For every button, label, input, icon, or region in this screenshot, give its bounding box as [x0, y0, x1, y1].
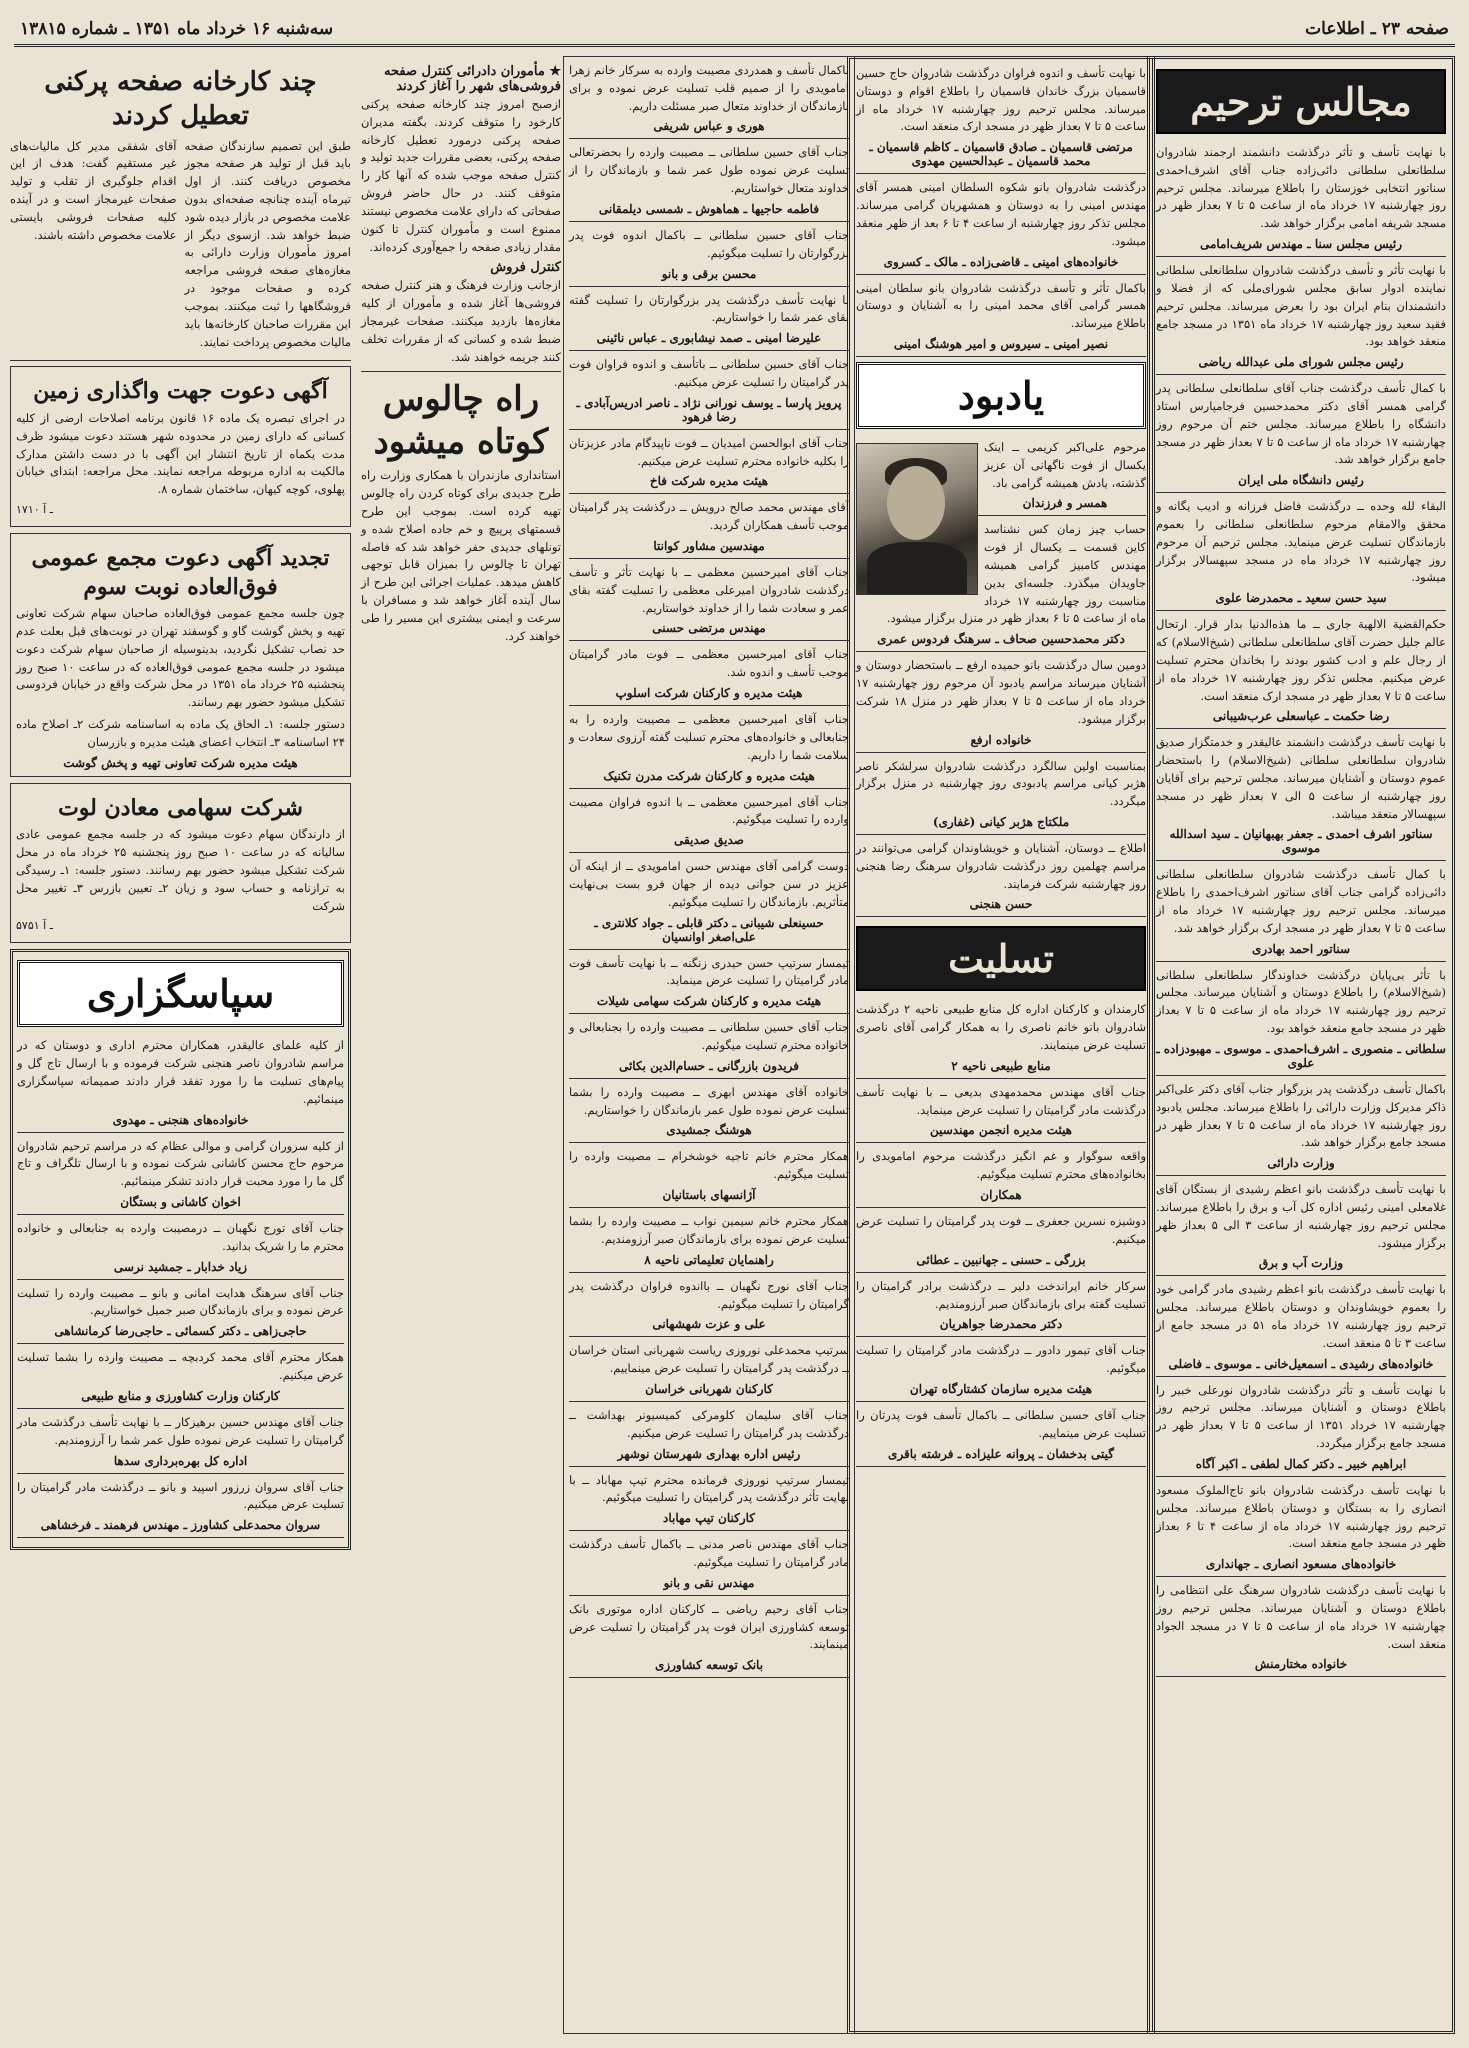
notice-text: با نهایت تأسف درگذشت بانو اعظم رشیدی مادر گرامی خود را بعموم خویشاوندان و دوستان باطلاع میرساند. مجلس ترحیم روز چهارشنبه ۱۷ خرداد ماه ۵۱ در مسجد جامع از ساعت ۳ تا ۵ منعقد است. [1156, 1282, 1446, 1350]
notice-signature: هیئت مدیره سازمان کشتارگاه تهران [909, 1381, 1093, 1396]
notice-signature: همسر و فرزندان [1022, 496, 1108, 511]
article-paragraph: طبق این تصمیم سازندگان صفحه باید قبل از تولید هر صفحه مجوز مخصوص دریافت کنند. از اول تیرماه آینده چنانچه صفحه‌ای بدون علامت مخصوص در بازار دیده شود ضبط خواهد شد. ازسوی دیگر از امروز مأموران وزارت دارائی به مغازه‌های صفحه فروشی مراجعه کرده و صفحات موجود در فروشگاهها را ثبت میکنند. بموجب این مقررات صاحبان کارخانه‌ها باید مالیات مخصوص پرداخت نمایند. [184, 138, 351, 349]
notice-signature: مهندسین مشاور کوانتا [653, 539, 765, 553]
mines-ad [10, 783, 351, 944]
notice-text: جناب آقای حسین سلطانی ــ باتأسف و اندوه فراوان فوت پدر گرامیتان را تسلیت عرض میکنیم. [569, 357, 849, 389]
notice-text: جناب آقای ابوالحسن امیدیان ــ فوت ناپیدگام مادر عزیزتان را بکلیه خانواده محترم تسلیت عرض میکنیم. [569, 435, 849, 468]
notice-signature: خانواده مختارمنش [1254, 1657, 1348, 1672]
notice-item [17, 1138, 344, 1215]
notice-item [1156, 1281, 1446, 1376]
notice-signature: کارکنان وزارت کشاورزی و منابع طبیعی [81, 1388, 280, 1403]
notice-text: آقای مهندس محمد صالح درویش ــ درگذشت پدر گرامیتان موجب تأسف همکاران گردید. [569, 500, 849, 533]
notice-text: جناب آقای تورج نگهبان ــ درمصیبت وارده به جنابعالی و خانواده محترم ما را شریک بدانید. [17, 1221, 344, 1253]
news-subheading: کنترل فروش [490, 260, 561, 276]
notice-text: جناب آقای مهندس حسین برهیزکار ــ با نهایت تأسف درگذشت مادر گرامیتان را تسلیت عرض نموده طول عمر شما را آرزومندیم. [17, 1414, 344, 1447]
newspaper-page [10, 14, 1455, 2034]
notice-text: درگذشت شادروان بانو شکوه السلطان امینی همسر آقای مهندس امینی را به دوستان و همشهریان گرامی میرساند. مجلس تذکر روز چهارشنبه از ساعت ۴ تا ۶ بعد از ظهر منعقد میشود. [856, 180, 1146, 248]
notice-item [856, 1084, 1146, 1144]
notice-text: جناب آقای حسین سلطانی ــ باکمال اندوه فوت پدر بزرگوارتان را تسلیت میگوئیم. [569, 227, 849, 260]
notice-signature: دکتر محمدحسین صحاف ـ سرهنگ فردوس عمری [877, 632, 1125, 647]
notice-text: سرتیپ محمدعلی نوروزی ریاست شهربانی استان خراسان ــ درگذشت پدر گرامیتان را تسلیت عرض مینماییم. [569, 1343, 849, 1376]
notice-signature: زیاد خدابار ـ جمشید نرسی [113, 1259, 248, 1274]
notice-signature: هوری و عباس شریفی [653, 119, 765, 134]
notice-text: تیمسار سرتیپ نوروزی فرمانده محترم تیپ مهاباد ــ با نهایت تأثر درگذشت پدر گرامیتان را تسلیت میگوئیم. [569, 1472, 849, 1505]
notice-item [1156, 866, 1446, 961]
notice-item [569, 435, 849, 495]
notice-item [1156, 616, 1446, 729]
condolence-banner: تسلیت [856, 926, 1146, 991]
notice-item [569, 564, 849, 641]
notice-signature: رئیس دانشگاه ملی ایران [1238, 473, 1364, 488]
notice-text: باکمال تأثر و تأسف درگذشت شادروان بانو سلطان امینی همسر گرامی آقای محمد امینی را به آشنایان و دوستان باطلاع میرساند. [856, 280, 1146, 331]
notice-item [1156, 262, 1446, 375]
portrait-photo [856, 443, 978, 595]
land-ad-title: آگهی دعوت جهت واگذاری زمین [33, 378, 328, 405]
notice-item [856, 280, 1146, 357]
notice-signature: خانواده‌های مسعود انصاری ـ جهانداری [1205, 1557, 1397, 1572]
notice-text: با نهایت تأسف درگذشت پدر بزرگوارتان را تسلیت گفته بقای عمر شما را خواستاریم. [569, 292, 849, 325]
notice-text: جناب آقای تیمور دادور ــ درگذشت مادر گرامیتان را تسلیت میگوئیم. [856, 1343, 1146, 1376]
notice-text: سرکار خانم ایراندخت دلیر ــ درگذشت برادر گرامیتان را تسلیت گفته برای بازماندگان صبر آرزومندیم. [856, 1278, 1146, 1311]
notice-item [1156, 380, 1446, 493]
notice-item [569, 858, 849, 949]
notice-item [856, 657, 1146, 752]
notice-signature: صدیق صدیقی [674, 833, 744, 848]
thanks-banner: سپاسگزاری [17, 960, 344, 1027]
notice-signature: سلطانی ـ منصوری ـ اشرف‌احمدی ـ موسوی ـ مهبودزاده ـ علوی [1156, 1041, 1446, 1070]
notice-text: از کلیه سروران گرامی و موالی عظام که در مراسم ترحیم شادروان مرحوم حاج محسن کاشانی شرکت نموده و با ارسال تلگراف و تاج گل ما را مورد محبت قرار دادند تشکر مینمائیم. [17, 1138, 344, 1189]
notice-signature: رضا حکمت ـ عباسعلی عرب‌شیبانی [1212, 709, 1390, 724]
notice-signature: مهندس مرتضی حسنی [652, 621, 766, 636]
notice-text: حکم‌القضیة الالهیة جاری ــ ما هذه‌الدنیا بدار قرار. ارتحال عالم جلیل حضرت آقای سلطانعلی سلطانی (شیخ‌الاسلام) که از رجال علم و ادب کشور بودند را بخاندان محترم تسلیت عرض میکنیم. مجلس تذکر روز چهارشنبه ۱۷ خرداد ماه از ساعت ۵ تا ۷ بعداز ظهر در مسجد ارک منعقد است. [1156, 617, 1446, 703]
notice-signature: هیئت مدیره شرکت فاخ [649, 474, 769, 489]
notice-text: جناب آقای امیرحسین معظمی ــ مصیبت وارده را به جنابعالی و خانواده‌های محترم تسلیت گفته آرزوی سعادت و سلامت شما را داریم. [569, 712, 849, 762]
notice-signature: سناتور اشرف احمدی ـ جعفر بهبهانیان ـ سید اسدالله موسوی [1169, 827, 1433, 856]
notice-signature: پرویز پارسا ـ یوسف نورانی نژاد ـ ناصر ادریس‌آبادی ـ رضا فرهود [576, 395, 842, 424]
notice-item [17, 1220, 344, 1280]
notice-item [17, 1285, 344, 1345]
notice-text: با کمال تأسف درگذشت شادروان سلطانعلی سلطانی دائی‌زاده گرامی جناب آقای سناتور اشرف‌احمدی را باطلاع میرساند. مجلس ترحیم روز چهارشنبه ۱۷ خرداد ماه از ساعت ۵ تا ۷ بعداز ظهر در مسجد ارک برگزار خواهد شد. [1156, 867, 1446, 935]
notice-item [856, 1278, 1146, 1338]
notice-text: همکار محترم خانم سیمین نواب ــ مصیبت وارده را بشما تسلیت عرض نموده برای بازماندگان صبر آرزومندیم. [569, 1214, 849, 1246]
notice-text: جناب آقای مهندس محمدمهدی بدیعی ــ با نهایت تأسف درگذشت مادر گرامیتان را تسلیت عرض مینماید. [856, 1084, 1146, 1117]
notice-text: اطلاع ــ دوستان، آشنایان و خویشاوندان گرامی می‌توانند در مراسم چهلمین روز درگذشت شادروان سرهنگ رضا هنجنی روز چهارشنبه شرکت فرمایند. [856, 840, 1146, 891]
notice-item [569, 1601, 849, 1678]
notice-signature: کارکنان شهربانی خراسان [645, 1381, 773, 1396]
notice-signature: کارکنان تیپ مهاباد [662, 1511, 756, 1526]
news-column [357, 56, 565, 2034]
notice-text: با تأثر بی‌پایان درگذشت خداوندگار سلطانعلی سلطانی (شیخ‌الاسلام) را باطلاع دوستان و آشنایان میرساند. مجلس ترحیم روز چهارشنبه ۱۷ خرداد ماه از ساعت ۵ تا ۷ بعداز ظهر در مسجد جامع منعقد خواهد بود. [1156, 967, 1446, 1036]
notice-item [1156, 1582, 1446, 1677]
notice-signature: ابراهیم خبیر ـ دکتر کمال لطفی ـ اکبر آگاه [1195, 1456, 1407, 1471]
notice-item [569, 292, 849, 352]
notice-item [569, 955, 849, 1015]
notice-text: همکار محترم خانم تاجیه خوشخرام ــ مصیبت وارده را تسلیت میگوئیم. [569, 1149, 849, 1182]
notice-item [569, 794, 849, 854]
notice-item [569, 227, 849, 287]
notice-text: با نهایت تأسف و تأثر درگذشت شادروان نورعلی خبیر را باطلاع دوستان و آشنایان میرساند. مجلس ترحیم روز چهارشنبه ۱۷ خرداد ۱۳۵۱ از ساعت ۵ تا ۷ بعداز ظهر در مسجد جامع برگزار میگردد. [1156, 1382, 1447, 1451]
notice-item [569, 1342, 849, 1402]
notice-item [569, 1084, 849, 1144]
notice-signature: رئیس مجلس سنا ـ مهندس شریف‌امامی [1199, 237, 1403, 252]
notice-text: با نهایت تأسف درگذشت شادروان بانو تاج‌الملوک مسعود انصاری را به بستگان و دوستان باطلاع میرساند. مجلس ترحیم روز چهارشنبه ۱۷ خرداد ماه از ساعت ۴ تا ۶ بعداز ظهر در مسجد جامع منعقد است. [1156, 1482, 1446, 1551]
assembly-ad-sign: هیئت مدیره شرکت تعاونی تهیه و پخش گوشت [63, 755, 298, 770]
notice-text: از کلیه علمای عالیقدر، همکاران محترم اداری و دوستان که در مراسم شادروان ناصر هنجنی شرکت فرموده و با ارسال تاج گل و پیام‌های تسلیت ما را مورد تفقد قرار دادند صمیمانه سپاسگزاری مینمائیم. [17, 1038, 344, 1106]
notice-text: جناب آقای حسین سلطانی ــ مصیبت وارده را بجنابعالی و خانواده محترم تسلیت میگوئیم. [569, 1020, 849, 1052]
notice-item [1156, 734, 1446, 861]
assembly-ad-agenda: دستور جلسه: ۱ـ الحاق یک ماده به اساسنامه شرکت ۲ـ اصلاح ماده ۲۴ اساسنامه ۳ـ انتخاب اعضای هیئت مدیره و بازرسان [16, 717, 345, 749]
notice-signature: هیئت مدیره و کارکنان شرکت اسلوپ [615, 686, 803, 701]
notice-text: جناب آقای حسین سلطانی ــ باکمال تأسف فوت پدرتان را تسلیت عرض مینماییم. [856, 1407, 1146, 1440]
notice-signature: فریدون بازرگانی ـ حسام‌الدین بکائی [618, 1058, 800, 1073]
notice-signature: اداره کل بهره‌برداری سدها [113, 1453, 248, 1468]
chalus-road-headline: راه چالوس کوتاه میشود [373, 379, 549, 462]
notice-item [17, 1479, 344, 1539]
notice-item [856, 179, 1146, 274]
notice-text: تیمسار سرتیپ حسن حیدری زنگنه ــ با نهایت تأسف فوت مادر گرامیتان را تسلیت عرض مینماید. [569, 955, 849, 988]
notice-signature: آژانسهای باستانیان [662, 1188, 756, 1203]
notice-signature: سناتور احمد بهادری [1251, 941, 1351, 956]
notice-signature: خانواده‌های رشیدی ـ اسمعیل‌خانی ـ موسوی ـ فاضلی [1168, 1356, 1434, 1371]
obituaries-list [1156, 144, 1446, 1677]
notices-list [856, 65, 1146, 357]
notice-text: همکار محترم آقای محمد کردبچه ــ مصیبت وارده را بشما تسلیت عرض میکنیم. [17, 1350, 344, 1383]
notice-text: با نهایت تأسف و اندوه فراوان درگذشت شادروان حاج حسین قاسمیان بزرگ خاندان قاسمیان را باطلاع اقوام و دوستان میرساند. مجلس ترحیم روز چهارشنبه ۱۷ خرداد ماه از ساعت ۵ تا ۷ بعداز ظهر در مسجد ارک منعقد است. [856, 66, 1146, 134]
thanks-section [10, 949, 351, 1550]
notice-item [1156, 1382, 1446, 1477]
notice-signature: هیئت مدیره و کارکنان شرکت مدرن تکنیک [603, 768, 815, 783]
notice-item [1156, 967, 1446, 1076]
notice-text: جناب آقای نورج نگهبان ــ بااندوه فراوان درگذشت پدر گرامیتان را تسلیت میگوئیم. [569, 1278, 849, 1311]
mines-ad-title: شرکت سهامی معادن لوت [58, 794, 303, 821]
notice-signature: نصیر امینی ـ سیروس و امیر هوشنگ امینی [893, 336, 1109, 351]
notice-text: جناب آقای امیرحسین معظمی ــ فوت مادر گرامیتان موجب تأسف و اندوه شد. [569, 647, 849, 680]
notice-signature: محسن برقی و بانو [661, 266, 757, 281]
notice-item [569, 1472, 849, 1532]
notice-text: جناب آقای سلیمان کلومرکی کمیسیونر بهداشت ــ درگذشت پدر گرامیتان را تسلیت عرض میکنیم. [569, 1407, 849, 1440]
notice-text: با نهایت تأسف درگذشت بانو اعظم رشیدی از بستگان آقای غلامعلی امینی رئیس اداره کل آب و برق را باطلاع میرساند. مجلس ترحیم روز چهارشنبه از ساعت ۳ الی ۵ بعداز ظهر برگزار میشود. [1156, 1182, 1446, 1250]
notice-text: با نهایت تأثر و تأسف درگذشت شادروان سلطانعلی سلطانی نماینده ادوار سابق مجلس شورای‌ملی که از فضلا و دانشمندان بنام ایران بود را بعرض میرساند. مجلس ترحیم فقید سعید روز چهارشنبه ۱۷ خرداد ماه ۱۳۵۱ در مسجد جامع منعقد خواهد بود. [1156, 263, 1446, 349]
notice-item [856, 65, 1146, 174]
notice-signature: راهنمایان تعلیماتی ناحیه ۸ [644, 1252, 774, 1267]
article-paragraph: آقای شفقی مدیر کل مالیات‌های غیر مستقیم گفت: هدف از این اقدام جلوگیری از تقلب و تولید صفحات غیرمجاز است و در آینده کلیه صفحات فروشی بایستی علامت مخصوص داشته باشند. [10, 138, 177, 242]
ad-code: ۱۷۱۰ ـ آ [16, 503, 53, 516]
notice-signature: اخوان کاشانی و بستگان [120, 1195, 241, 1210]
notice-signature: فاطمه حاجیها ـ هماهوش ـ شمسی دیلمقانی [598, 201, 820, 216]
notice-item [17, 1037, 344, 1132]
notice-item [569, 1019, 849, 1079]
notice-signature: رئیس مجلس شورای ملی عبدالله ریاضی [1198, 355, 1404, 370]
notice-text: جناب آقای مهندس ناصر مدنی ــ باکمال تأسف درگذشت مادر گرامیتان را تسلیت میگوئیم. [569, 1537, 849, 1569]
notice-item [1156, 144, 1446, 257]
land-ad [10, 366, 351, 527]
notice-item [569, 1536, 849, 1596]
notice-signature: منابع طبیعی ناحیه ۲ [951, 1058, 1051, 1073]
notice-signature: بزرگی ـ حسنی ـ جهانبین ـ عطائی [916, 1252, 1086, 1267]
notice-item [569, 1213, 849, 1273]
notice-signature: بانک توسعه کشاورزی [654, 1658, 764, 1673]
notice-signature: حاجی‌زاهی ـ دکتر کسمائی ـ حاجی‌رضا کرمانشاهی [54, 1324, 307, 1339]
mines-ad-text: از دارندگان سهام دعوت میشود که در جلسه مجمع عمومی عادی سالیانه که در ساعت ۱۰ صبح روز پنجشنبه ۲۵ خرداد ماه در محل شرکت تشکیل میشود حضور بهم رسانند. دستور جلسه: ۱ـ رسیدگی به ترازنامه و حساب سود و زیان ۲ـ تعیین بازرس ۳ـ تغییر محل شرکت [16, 827, 345, 913]
notice-item [856, 840, 1146, 917]
notice-text: حساب چیز زمان کس نشناسد کاین قسمت ــ یکسال از فوت مهندس کامبیز گرامی همیشه جاویدان میگذرد. جلسه‌ای بدین مناسبت روز چهارشنبه ۱۷ خرداد ماه از ساعت ۵ تا ۶ بعداز ظهر در منزل برگزار میشود. [886, 522, 1147, 626]
notice-signature: رئیس اداره بهداری شهرستان نوشهر [617, 1446, 801, 1461]
news-paragraph: ازصبح امروز چند کارخانه صفحه پرکنی کارخود را متوقف کردند. بگفته مدیران صفحه پرکنی درمورد تعطیل کارخانه صفحه پرکنی، بعضی مقررات جدید تولید و کنترل صفحه موجب شده که آنها کار را متوقف کنند. در حال حاضر فروش صفحاتی که دارای علامت مخصوص نیستند ممنوع است و مأموران کنترل تا کنون مقدار زیادی صفحه را جمع‌آوری کرده‌اند. [361, 97, 561, 254]
notice-signature: علیرضا امینی ـ صمد نیشابوری ـ عباس نائینی [596, 331, 822, 346]
notice-item [569, 646, 849, 706]
notice-signature: همکاران [980, 1188, 1022, 1203]
memorial-column [847, 56, 1155, 2034]
notice-item [1156, 1482, 1446, 1577]
notice-text: دوست گرامی آقای مهندس حسن امامویدی ــ از اینکه آن عزیز در سن جوانی دیده از جهان فرو بست بی‌نهایت متأثریم. بازماندگان را تسلیت میگوئیم. [569, 859, 849, 909]
notice-item [569, 499, 849, 559]
notice-item [569, 62, 849, 139]
notice-item [856, 1213, 1146, 1273]
notice-item [856, 1001, 1146, 1078]
notice-text: جناب آقای سرهنگ هدایت امانی و بانو ــ مصیبت وارده را تسلیت عرض نموده و برای بازماندگان صبر جمیل خواستاریم. [17, 1285, 344, 1318]
thanks-list [17, 1037, 344, 1538]
condolence-column [563, 56, 855, 2034]
notice-text: جناب آقای امیرحسین معظمی ــ با نهایت تأثر و تأسف درگذشت شادروان امیرعلی معظمی را تسلیت گفته بقای عمر و سعادت شما را از خداوند خواستاریم. [569, 565, 849, 615]
notice-signature: وزارت دارائی [1267, 1156, 1335, 1171]
notice-item [569, 711, 849, 788]
news-paragraph: ازجانب وزارت فرهنگ و هنر کنترل صفحه فروشی‌ها آغاز شده و مأموران از کلیه مغازه‌ها بازدید میکنند. صفحات غیرمجاز ضبط شده و کسانی که از مقررات تخلف کنند جریمه خواهند شد. [361, 278, 561, 364]
notice-text: باکمال تأسف و همدردی مصیبت وارده به سرکار خانم زهرا امامویدی را از صمیم قلب تسلیت عرض نموده و برای بازماندگان از خداوند متعال صبر مسئلت داریم. [569, 63, 849, 113]
news-subheadline: ★ مأموران دادرائی کنترل صفحه فروشی‌های شهر را آغاز کردند [384, 64, 561, 94]
notice-item [569, 1278, 849, 1338]
notice-signature: هیئت مدیره و کارکنان شرکت سهامی شیلات [596, 994, 822, 1009]
notice-signature: ملکتاج هژبر کیانی (غفاری) [932, 814, 1070, 829]
memorial-banner: یادبود [856, 362, 1146, 429]
masthead-date-issue: سه‌شنبه ۱۶ خرداد ماه ۱۳۵۱ ـ شماره ۱۳۸۱۵ [20, 19, 334, 39]
notice-text: دومین سال درگذشت بانو حمیده ارفع ــ باستحضار دوستان و آشنایان میرساند مراسم یادبود آن مرحوم روز چهارشنبه ۱۷ خرداد ماه از ساعت ۵ تا ۷ بعداز ظهر در منزل ۱۸ شرکت برگزار میشود. [856, 658, 1146, 726]
notice-text: با نهایت تأسف درگذشت دانشمند عالیقدر و خدمتگزار صدیق شادروان سلطانعلی سلطانی (شیخ‌الاسلام) را باستحضار عموم دوستان و آشنایان میرساند. مجلس ترحیم برای آقایان روز چهارشنبه از ساعت ۵ الی ۷ بعداز ظهر در مسجد سپهسالار منعقد میباشد. [1156, 735, 1446, 821]
notice-signature: خانواده‌های هنجنی ـ مهدوی [112, 1112, 249, 1127]
notice-signature: مهندس نقی و بانو [663, 1575, 755, 1590]
condolence-list [856, 1001, 1146, 1466]
notice-item [1156, 1181, 1446, 1276]
notice-signature: مرتضی قاسمیان ـ صادق قاسمیان ـ کاظم قاسمیان ـ محمد قاسمیان ـ عبدالحسین مهدوی [869, 140, 1133, 169]
notice-item [569, 356, 849, 430]
notice-item [17, 1349, 344, 1409]
notice-item [856, 1342, 1146, 1402]
condolence-notices [569, 62, 849, 1678]
notice-signature: هوشنگ جمشیدی [666, 1123, 752, 1138]
notice-signature: سید حسن سعید ـ محمدرضا علوی [1215, 591, 1387, 606]
ad-code: ۵۷۵۱ ـ آ [16, 919, 53, 933]
notice-text: مرحوم علی‌اکبر کریمی ــ اینک یکسال از فوت ناگهانی آن عزیز گذشته، یادش همیشه گرامی باد. [984, 439, 1146, 490]
notice-text: جناب آقای حسین سلطانی ــ مصیبت وارده را بحضرتعالی تسلیت عرض نموده طول عمر شما و بازماندگان را از خداوند متعال خواستاریم. [569, 145, 849, 196]
notice-text: جناب آقای سروان زرزور اسپید و بانو ــ درگذشت مادر گرامیتان را تسلیت عرض میکنیم. [17, 1479, 344, 1512]
left-column [6, 56, 355, 2034]
notice-signature: هیئت مدیره انجمن مهندسین [929, 1123, 1073, 1138]
assembly-ad-title: تجدید آگهی دعوت مجمع عمومی فوق‌العاده نوبت سوم [31, 545, 330, 600]
notice-text: بمناسبت اولین سالگرد درگذشت شادروان سرلشکر ناصر هژبر کیانی مراسم یادبودی روز چهارشنبه در منزل برگزار میگردد. [856, 758, 1146, 809]
notice-signature: وزارت آب و برق [1258, 1256, 1344, 1271]
notice-item [569, 1407, 849, 1467]
notice-signature: حسینعلی شیبانی ـ دکتر قابلی ـ جواد کلانتری ـ علی‌اصغر اوانسیان [594, 915, 824, 944]
notice-item [1156, 498, 1446, 611]
notice-signature: خانواده‌های امینی ـ قاضی‌زاده ـ مالک ـ کسروی [883, 254, 1119, 269]
obituaries-column [1147, 56, 1455, 2034]
masthead [14, 14, 1455, 47]
main-headline: چند کارخانه صفحه پرکنی تعطیل کردند [44, 67, 317, 131]
notice-signature: دکتر محمدرضا جواهریان [939, 1317, 1063, 1332]
masthead-page-label: صفحه ۲۳ ـ اطلاعات [1305, 19, 1449, 39]
notice-signature: گیتی بدخشان ـ پروانه علیزاده ـ فرشته باقری [888, 1446, 1114, 1461]
notice-signature: حسن هنجنی [969, 897, 1033, 912]
notice-text: واقعه سوگوار و غم انگیز درگذشت مرحوم امامویدی را بخانواده‌های محترم تسلیت میگوئیم. [856, 1149, 1146, 1182]
notice-item [569, 144, 849, 221]
notice-signature: علی و عزت شهشهانی [652, 1317, 766, 1332]
notice-item [1156, 1081, 1446, 1176]
assembly-ad-text: چون جلسه مجمع عمومی فوق‌العاده صاحبان سهام شرکت تعاونی تهیه و پخش گوشت گاو و گوسفند تهران در نوبت‌های قبل بعلت عدم حد نصاب تشکیل نگردید، بدینوسیله از صاحبان سهام شرکت دعوت میشود در جلسه مجمع عمومی فوق‌العاده که در ساعت ۱۰ صبح روز پنجشنبه ۲۵ خرداد ماه ۱۳۵۱ در محل شرکت واقع در خیابان فردوسی تشکیل میشود حضور بهم رسانند. [16, 606, 346, 710]
notice-item [17, 1414, 344, 1474]
notice-item [856, 1148, 1146, 1208]
notice-item [856, 1407, 1146, 1467]
notice-text: با کمال تأسف درگذشت جناب آقای سلطانعلی سلطانی پدر گرامی همسر آقای دکتر محمدحسین فرجامپارس استاد دانشگاه را باطلاع میرساند. مجلس ختم آن مرحوم روز چهارشنبه ۱۷ خرداد ماه از ساعت ۵ تا ۷ بعداز ظهر در مسجد جامع برگزار خواهد شد. [1156, 381, 1447, 467]
notice-text: جناب آقای امیرحسین معظمی ــ با اندوه فراوان مصیبت وارده را تسلیت میگوئیم. [569, 794, 849, 827]
notice-text: جناب آقای رحیم ریاضی ــ کارکنان اداره موتوری بانک توسعه کشاورزی ایران فوت پدر گرامیتان را تسلیت عرض مینمایند. [569, 1601, 849, 1652]
assembly-ad [10, 533, 351, 777]
notice-text: با نهایت تأسف و تأثر درگذشت دانشمند ارجمند شادروان سلطانعلی سلطانی دائی‌زاده جناب آقای اشرف‌احمدی سناتور انتخابی خوزستان را باطلاع میرساند. مجلس ترحیم روز چهارشنبه ۱۷ خرداد ماه از ساعت ۵ تا ۷ بعداز ظهر در مسجد شریفه امامی برگزار خواهد شد. [1156, 145, 1447, 231]
notice-text: باکمال تأسف درگذشت پدر بزرگوار جناب آقای دکتر علی‌اکبر ذاکر مدیرکل وزارت دارائی را باطلاع میرساند. مجلس یادبود روز چهارشنبه ۱۷ خرداد ماه از ساعت ۵ تا ۷ بعداز ظهر در مسجد جامع برگزار خواهد شد. [1156, 1081, 1447, 1150]
notice-item [569, 1148, 849, 1208]
obituaries-banner: مجالس ترحیم [1156, 69, 1446, 134]
notice-signature: خانواده ارفع [970, 732, 1032, 747]
notice-signature: سروان محمدعلی کشاورز ـ مهندس فرهمند ـ فرخشاهی [40, 1518, 321, 1533]
land-ad-text: در اجرای تبصره یک ماده ۱۶ قانون برنامه اصلاحات ارضی از کلیه کسانی که دارای زمین در محدوده شهر هستند دعوت میشود ظرف مدت یکماه از تاریخ انتشار این آگهی با در دست داشتن مدارک مالکیت به اداره مربوطه مراجعه نمایند. محل مراجعه: ابتدای خیابان پهلوی، کوچه کیهان، ساختمان شماره ۸. [16, 410, 345, 497]
news-paragraph: استانداری مازندران با همکاری وزارت راه طرح جدیدی برای کوتاه کردن راه چالوس تهیه کرده است. بموجب این طرح قسمتهای پرپیچ و خم جاده اصلاح شده و تونلهای جدیدی حفر خواهد شد که فاصله تهران تا چالوس را بمیزان قابل توجهی کاهش میدهد. عملیات اجرائی این طرح از سال آینده آغاز خواهد شد و مسافران با سرعت و ایمنی بیشتری این مسیر را طی خواهند کرد. [361, 468, 561, 643]
notice-text: کارمندان و کارکنان اداره کل منابع طبیعی ناحیه ۲ درگذشت شادروان بانو خانم ناصری را به همکار گرامی آقای ناصری تسلیت عرض مینمایند. [856, 1002, 1146, 1052]
notice-text: دوشیزه نسرین جعفری ــ فوت پدر گرامیتان را تسلیت عرض میکنیم. [856, 1214, 1146, 1246]
notice-text: خانواده آقای مهندس ابهری ــ مصیبت وارده را بشما تسلیت عرض نموده طول عمر بازماندگان را خواستاریم. [569, 1084, 849, 1117]
notice-text: البقاء لله وحده ــ درگذشت فاضل فرزانه و ادیب یگانه و محقق والامقام مرحوم سلطانعلی سلطانی را بعموم بازماندگان تسلیت عرض مینماید. مجلس ترحیم آن مرحوم روز چهارشنبه ۱۷ خرداد ماه در مسجد سپهسالار برگزار میشود. [1156, 499, 1446, 585]
notice-text: با نهایت تأسف درگذشت شادروان سرهنگ علی انتظامی را باطلاع دوستان و آشنایان میرساند. مجلس ترحیم روز چهارشنبه ۱۷ خرداد ماه از ساعت ۵ تا ۷ در مسجد الجواد منعقد است. [1156, 1583, 1446, 1651]
notice-item [856, 758, 1146, 835]
